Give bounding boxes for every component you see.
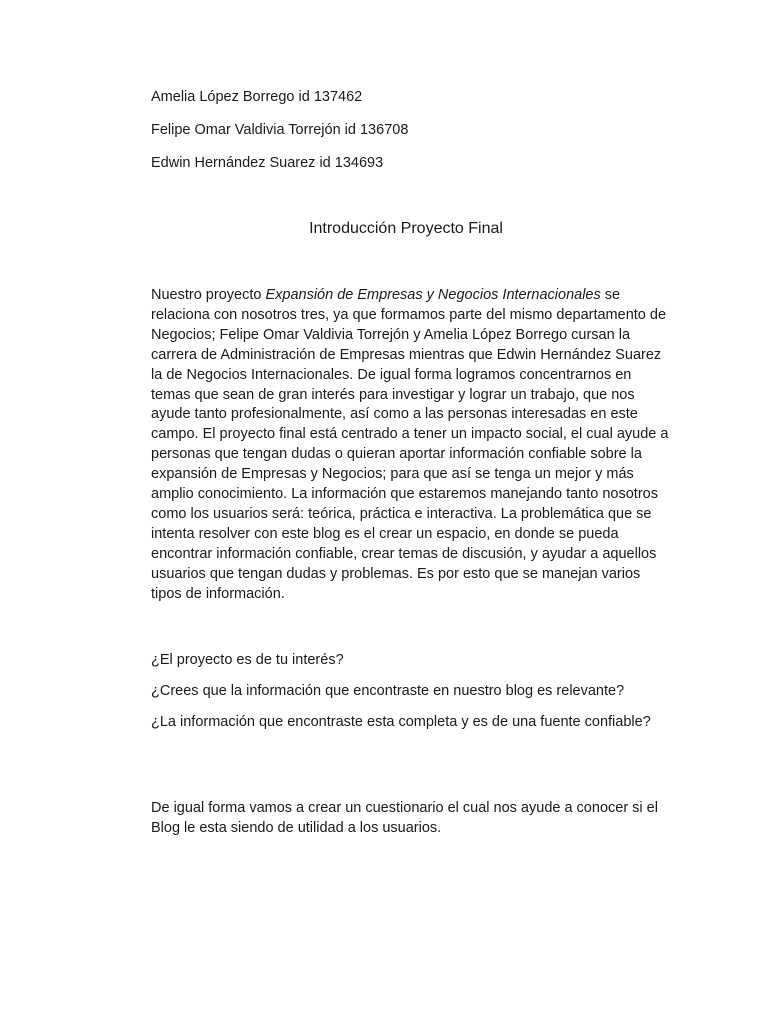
- author-line: Amelia López Borrego id 137462: [151, 89, 363, 105]
- intro-paragraph: [151, 286, 671, 605]
- question-item: ¿La información que encontraste esta completa y es de una fuente confiable?: [151, 714, 651, 730]
- document-title: Introducción Proyecto Final: [309, 220, 503, 237]
- question-item: ¿Crees que la información que encontraste en nuestro blog es relevante?: [151, 683, 625, 699]
- project-name: Expansión de Empresas y Negocios Internacionales: [265, 287, 601, 303]
- intro-lead: Nuestro proyecto: [151, 287, 266, 303]
- author-list: [151, 88, 671, 187]
- closing-paragraph: De igual forma vamos a crear un cuestionario el cual nos ayude a conocer si el Blog le esta siendo de utilidad a los usuarios.: [151, 800, 658, 836]
- author-line: Felipe Omar Valdivia Torrejón id 136708: [151, 122, 409, 138]
- intro-body: se relaciona con nosotros tres, ya que formamos parte del mismo departamento de Negocios; Felipe Omar Valdivia Torrejón y Amelia López Borrego cursan la carrera de Administración de Empresas mientras que Edwin Hernández Suarez la de Negocios Internacionales. De igual forma logramos concentrarnos en temas que sean de gran interés para investigar y lograr un trabajo, que nos ayude tanto profesionalmente, así como a las personas interesadas en este campo. El proyecto final está centrado a tener un impacto social, el cual ayude a personas que tengan dudas o quieran aportar información confiable sobre la expansión de Empresas y Negocios; para que así se tenga un mejor y más amplio conocimiento. La información que estaremos manejando tanto nosotros como los usuarios será: teórica, práctica e interactiva. La problemática que se intenta resolver con este blog es el crear un espacio, en donde se pueda encontrar información confiable, crear temas de discusión, y ayudar a aquellos usuarios que tengan dudas y problemas. Es por esto que se manejan varios tipos de información.: [151, 287, 669, 602]
- question-item: ¿El proyecto es de tu interés?: [151, 652, 344, 668]
- author-line: Edwin Hernández Suarez id 134693: [151, 155, 384, 171]
- question-list: [151, 650, 671, 743]
